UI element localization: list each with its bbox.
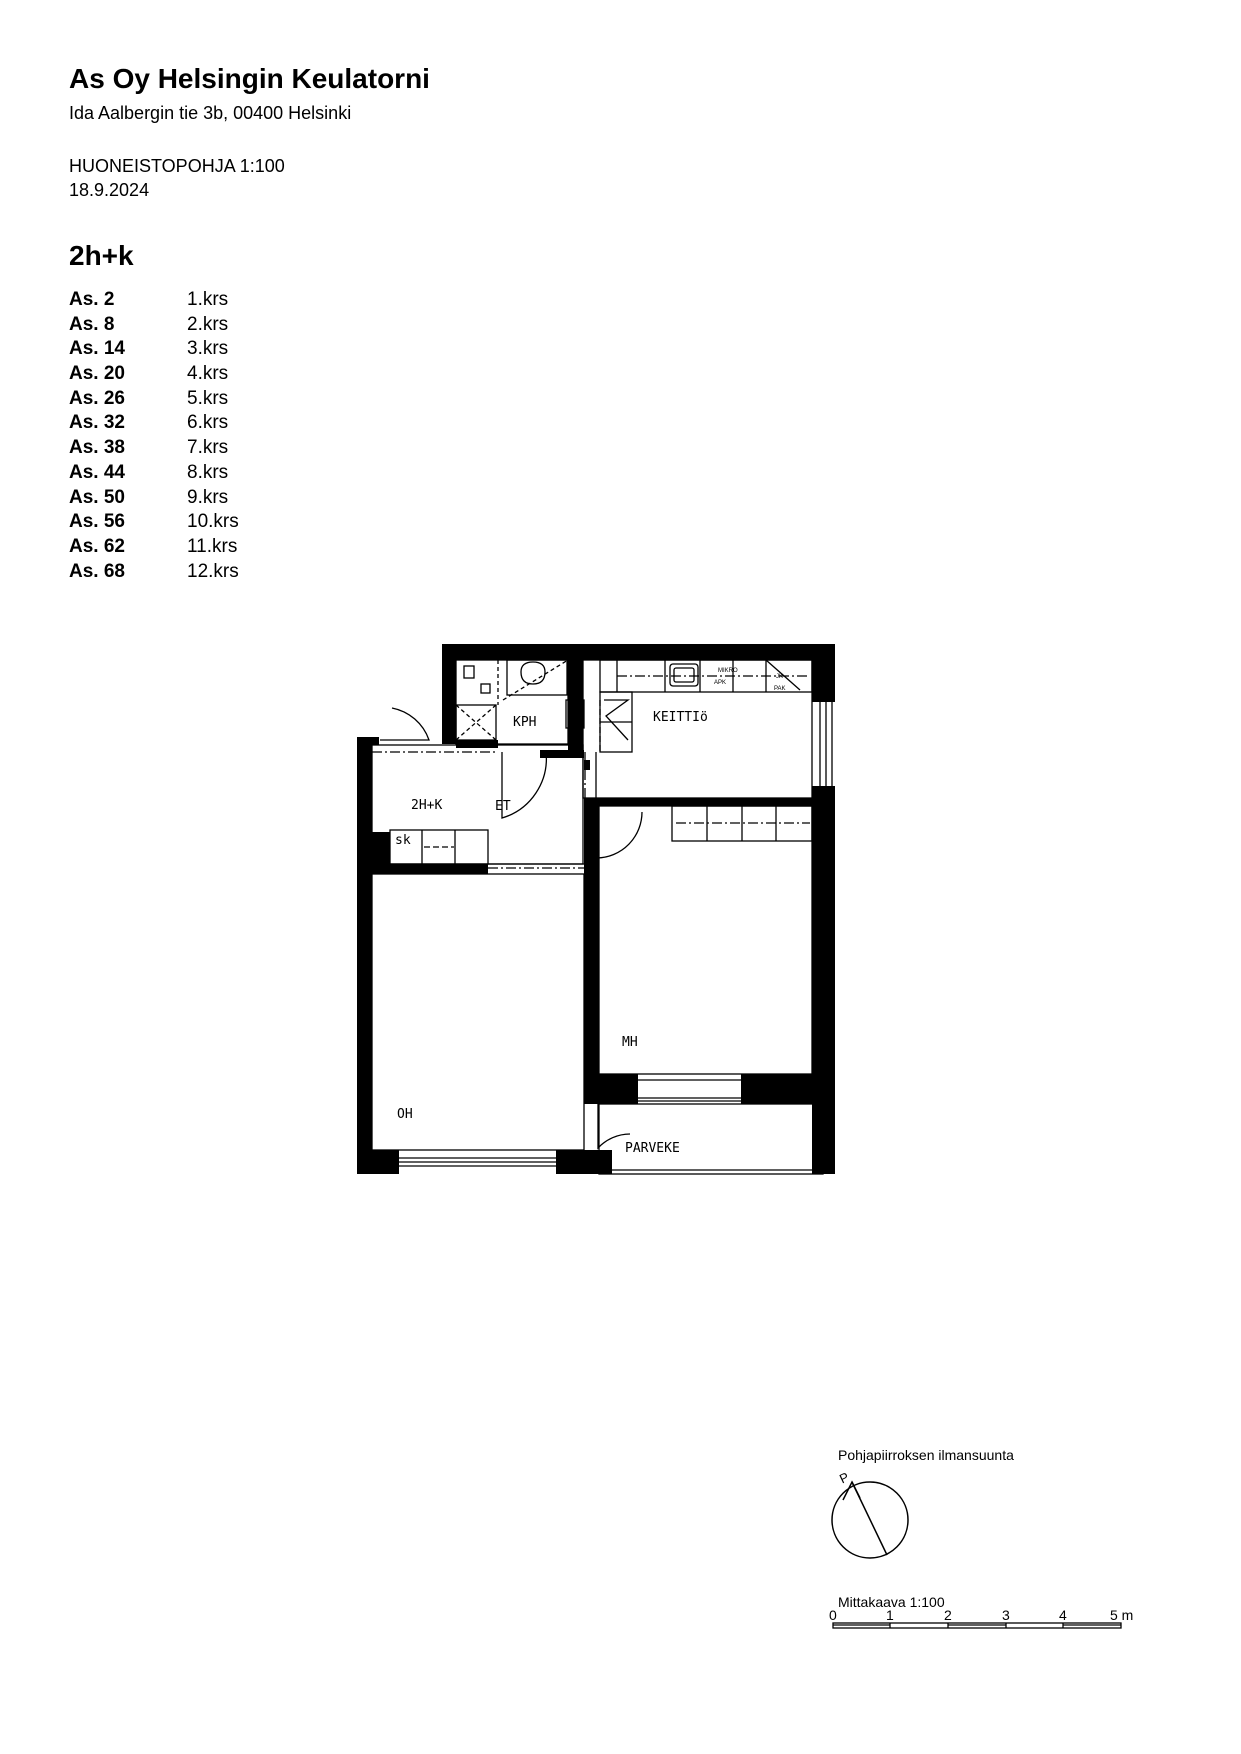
unit-number: As. 14	[69, 338, 125, 360]
unit-floor: 12.krs	[187, 560, 239, 582]
entry-door	[380, 708, 429, 740]
address: Ida Aalbergin tie 3b, 00400 Helsinki	[69, 103, 352, 123]
unit-number: As. 38	[69, 437, 125, 459]
walls	[357, 644, 835, 1174]
unit-number: As. 8	[69, 313, 115, 335]
scale-tick-label: 3	[1002, 1607, 1010, 1623]
scale-bar	[833, 1623, 1121, 1628]
room-label-parveke: PARVEKE	[625, 1141, 680, 1156]
unit-floor: 10.krs	[187, 511, 239, 533]
wall	[812, 644, 835, 702]
scale-tick-label: 1	[886, 1607, 894, 1623]
unit-floor: 5.krs	[187, 387, 229, 409]
fixture-label-jk: JK	[776, 674, 784, 680]
wall	[357, 1150, 399, 1174]
stove-symbol	[604, 700, 628, 740]
plan-label: HUONEISTOPOHJA 1:100	[69, 156, 285, 176]
fixture-label-mikro: MIKRO	[718, 668, 738, 674]
bathroom-outline	[456, 660, 568, 744]
date: 18.9.2024	[69, 180, 150, 200]
faucet	[464, 666, 474, 678]
door-mh	[597, 812, 642, 858]
unit-floor: 7.krs	[187, 437, 229, 459]
unit-floor: 2.krs	[187, 313, 229, 335]
room-label-kph: KPH	[513, 715, 537, 730]
toilet-cabinet	[507, 660, 567, 695]
unit-number: As. 44	[69, 461, 125, 483]
wall	[442, 644, 835, 660]
unit-floor: 9.krs	[187, 486, 229, 508]
unit-number: As. 32	[69, 412, 125, 434]
room-label-oh: OH	[397, 1107, 413, 1122]
unit-number: As. 20	[69, 363, 125, 385]
room-label-apartment-type: 2H+K	[411, 798, 443, 813]
unit-floor: 8.krs	[187, 461, 229, 483]
compass	[832, 1469, 908, 1558]
wall	[584, 1074, 638, 1104]
room-label-mh: MH	[622, 1035, 638, 1050]
swing-line	[503, 660, 568, 700]
fixture-label-apk: APK	[714, 680, 727, 686]
wall	[442, 644, 456, 744]
unit-floor: 3.krs	[187, 338, 229, 360]
unit-number: As. 56	[69, 511, 125, 533]
unit-number: As. 26	[69, 387, 125, 409]
scale-tick-label: 4	[1059, 1607, 1067, 1623]
compass-north-letter: P	[837, 1469, 852, 1487]
scale-tick-label: 0	[829, 1607, 837, 1623]
scale-title: Mittakaava 1:100	[838, 1594, 945, 1610]
apartment-type: 2h+k	[69, 240, 134, 271]
wall	[556, 1150, 612, 1174]
wall	[357, 737, 379, 745]
document-title: As Oy Helsingin Keulatorni	[69, 63, 430, 94]
balcony-outline	[599, 1104, 823, 1174]
room-label-keittio: KEITTIö	[653, 710, 708, 725]
unit-floor: 11.krs	[187, 535, 238, 557]
wall	[372, 864, 488, 874]
toilet-bowl	[521, 662, 545, 684]
unit-number: As. 50	[69, 486, 125, 508]
bedroom-outline	[599, 806, 812, 1074]
unit-number: As. 2	[69, 289, 115, 310]
scale-tick-label: 5 m	[1110, 1607, 1134, 1623]
room-label-et: ET	[495, 799, 511, 814]
unit-number: As. 68	[69, 560, 125, 582]
floor-drain	[481, 684, 490, 693]
wall	[584, 798, 812, 806]
scale-tick-label: 2	[944, 1607, 952, 1623]
wall	[568, 644, 583, 752]
wall	[741, 1074, 812, 1104]
unit-floor: 4.krs	[187, 363, 229, 385]
unit-number: As. 62	[69, 535, 125, 557]
unit-floor: 6.krs	[187, 412, 229, 434]
compass-title: Pohjapiirroksen ilmansuunta	[838, 1447, 1014, 1463]
room-label-sk: sk	[395, 833, 411, 848]
wall	[357, 737, 372, 1173]
sink-basin	[674, 668, 694, 682]
unit-floor: 1.krs	[187, 289, 229, 310]
fixture-label-pak: PAK	[774, 686, 786, 692]
